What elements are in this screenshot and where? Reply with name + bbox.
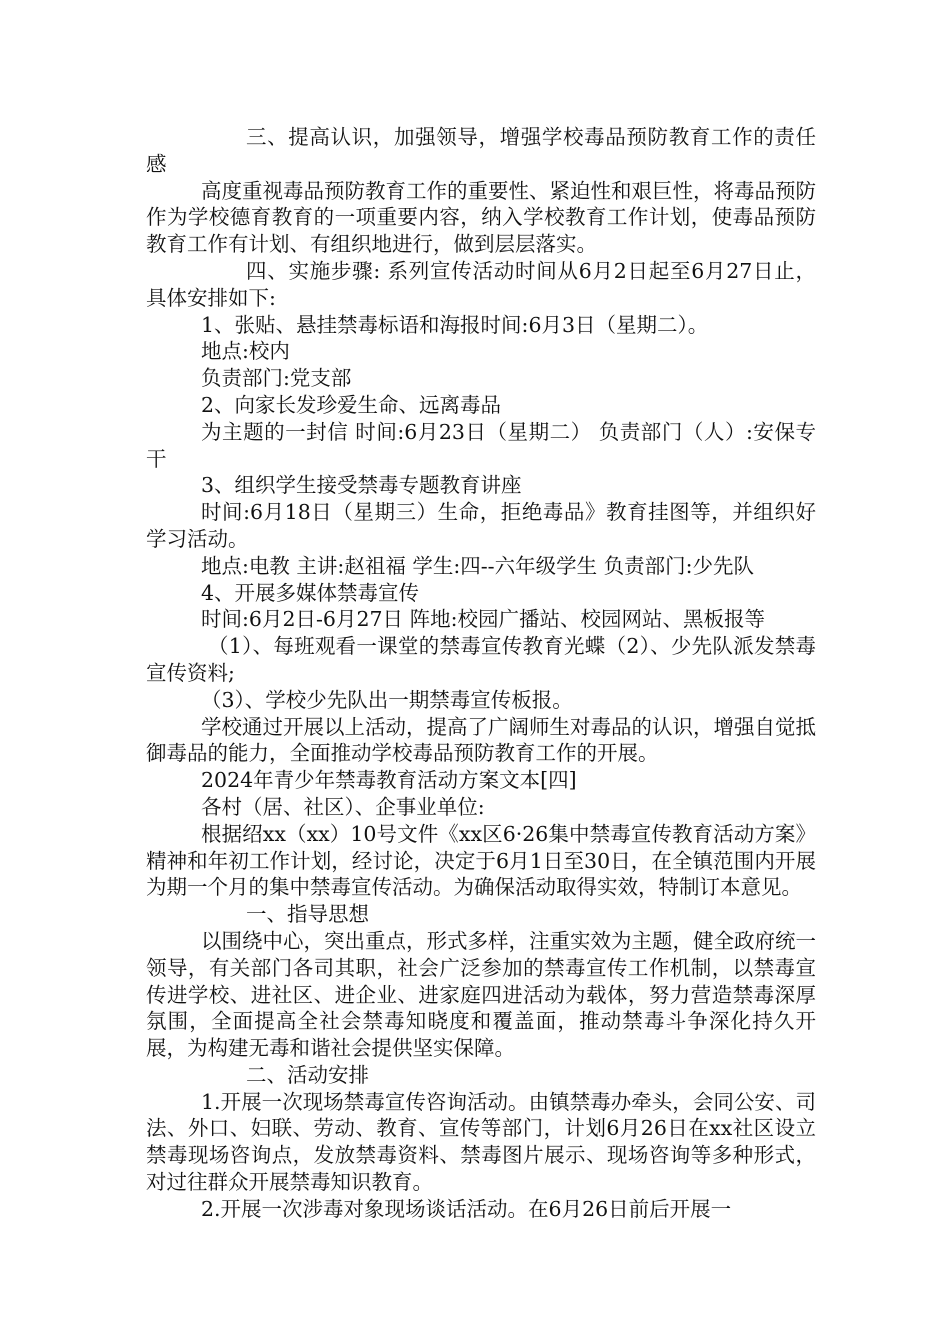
document-body xyxy=(146,124,816,1223)
paragraph: 1、张贴、悬挂禁毒标语和海报时间:6月3日（星期二）。 xyxy=(201,312,709,337)
paragraph: 高度重视毒品预防教育工作的重要性、紧迫性和艰巨性，将毒品预防作为学校德育教育的一项重要内容，纳入学校教育工作计划，使毒品预防教育工作有计划、有组织地进行，做到层层落实。 xyxy=(146,178,816,257)
paragraph: 以围绕中心，突出重点，形式多样，注重实效为主题，健全政府统一领导，有关部门各司其职，社会广泛参加的禁毒宣传工作机制，以禁毒宣传进学校、进社区、进企业、进家庭四进活动为载体，努力营造禁毒深厚氛围，全面提高全社会禁毒知晓度和覆盖面，推动禁毒斗争深化持久开展，为构建无毒和谐社会提供坚实保障。 xyxy=(146,928,816,1061)
salutation: 各村（居、社区）、企事业单位: xyxy=(201,794,485,819)
paragraph: 4、开展多媒体禁毒宣传 xyxy=(201,580,420,605)
paragraph: 2.开展一次涉毒对象现场谈话活动。在6月26日前后开展一 xyxy=(201,1196,732,1221)
section-heading: 二、活动安排 xyxy=(246,1062,369,1087)
paragraph: 1.开展一次现场禁毒宣传咨询活动。由镇禁毒办牵头，会同公安、司法、外口、妇联、劳动、教育、宣传等部门，计划6月26日在xx社区设立禁毒现场咨询点，发放禁毒资料、禁毒图片展示、现场咨询等多种形式，对过往群众开展禁毒知识教育。 xyxy=(146,1089,816,1195)
paragraph: （1）、每班观看一课堂的禁毒宣传教育光蝶（2）、少先队派发禁毒宣传资料; xyxy=(146,634,816,685)
paragraph: 3、组织学生接受禁毒专题教育讲座 xyxy=(201,473,522,498)
paragraph: 负责部门:党支部 xyxy=(201,366,352,391)
document-title: 2024年青少年禁毒教育活动方案文本[四] xyxy=(201,768,577,793)
section-heading: 三、提高认识，加强领导，增强学校毒品预防教育工作的责任感 xyxy=(146,125,816,176)
paragraph: 时间:6月18日（星期三）生命，拒绝毒品》教育挂图等，并组织好学习活动。 xyxy=(146,500,816,551)
paragraph: 地点:校内 xyxy=(201,339,290,364)
section-heading: 一、指导思想 xyxy=(246,902,369,927)
paragraph: 时间:6月2日-6月27日 阵地:校园广播站、校园网站、黑板报等 xyxy=(201,607,765,632)
paragraph: 地点:电教 主讲:赵祖福 学生:四--六年级学生 负责部门:少先队 xyxy=(201,553,755,578)
paragraph: （3）、学校少先队出一期禁毒宣传板报。 xyxy=(201,687,573,712)
paragraph: 为主题的一封信 时间:6月23日（星期二） 负责部门（人）:安保专干 xyxy=(146,419,816,471)
paragraph: 根据绍xx（xx）10号文件《xx区6·26集中禁毒宣传教育活动方案》精神和年初工作计划，经讨论，决定于6月1日至30日，在全镇范围内开展为期一个月的集中禁毒宣传活动。为确保活动取得实效，特制订本意见。 xyxy=(146,821,816,900)
section-heading: 四、实施步骤: 系列宣传活动时间从6月2日起至6月27日止，具体安排如下: xyxy=(146,258,816,310)
paragraph: 学校通过开展以上活动，提高了广阔师生对毒品的认识，增强自觉抵御毒品的能力，全面推动学校毒品预防教育工作的开展。 xyxy=(146,714,816,766)
paragraph: 2、向家长发珍爱生命、远离毒品 xyxy=(201,392,502,417)
